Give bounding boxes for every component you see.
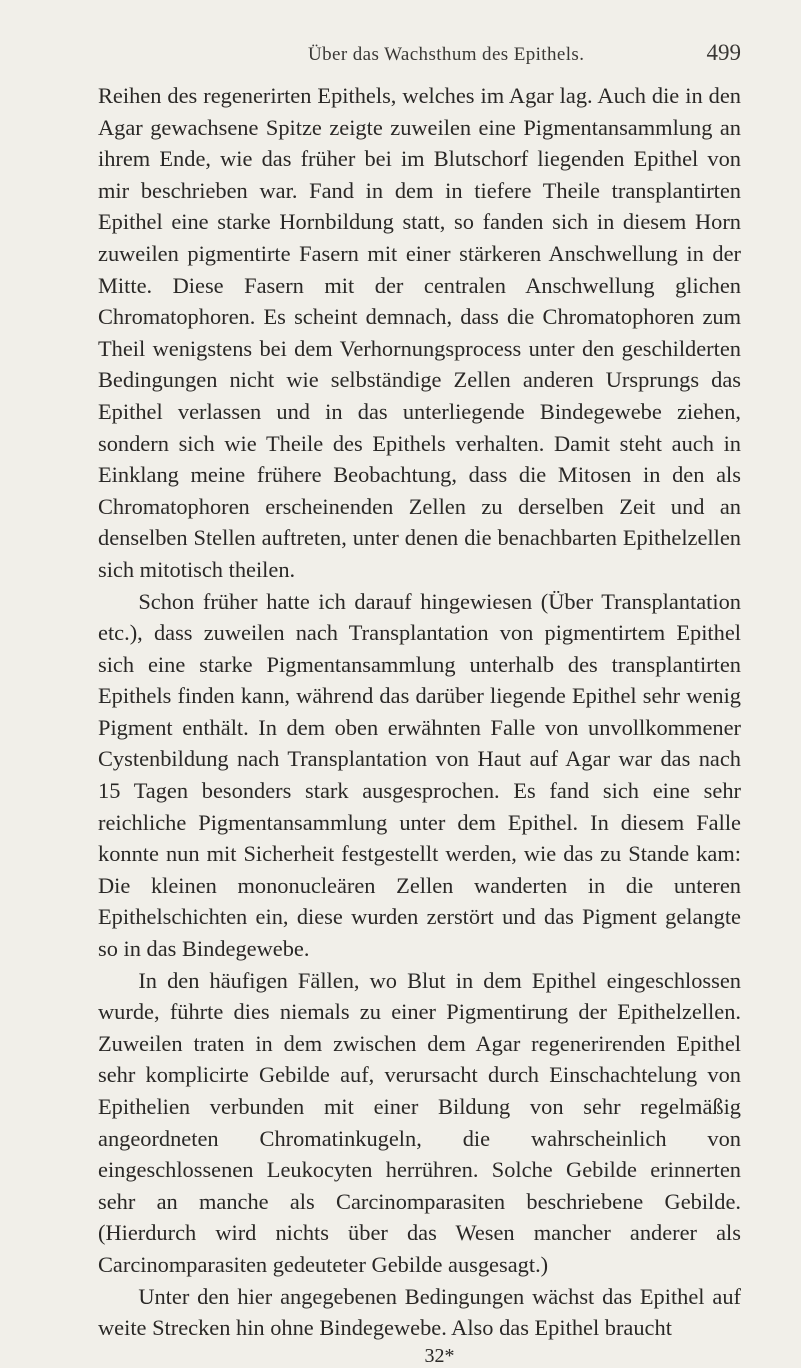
paragraph-2: Schon früher hatte ich darauf hingewiesen (Über Transplantation etc.), dass zuweilen nach Transplantation von pigmentirtem Epithel sich eine starke Pigmentansammlung unterhalb des transplantirten Epithels finden kann, während das darüber liegende Epithel sehr wenig Pigment enthält. In dem oben erwähnten Falle von unvollkommener Cystenbildung nach Transplantation von Haut auf Agar war das nach 15 Tagen besonders stark ausgesprochen. Es fand sich eine sehr reichliche Pigmentansammlung unter dem Epithel. In diesem Falle konnte nun mit Sicherheit festgestellt werden, wie das zu Stande kam: Die kleinen mononucleären Zellen wanderten in die unteren Epithelschichten ein, diese wurden zerstört und das Pigment gelangte so in das Bindegewebe. <box>98 588 741 962</box>
page-number: 499 <box>706 40 741 65</box>
paragraph-1: Reihen des regenerirten Epithels, welches im Agar lag. Auch die in den Agar gewachsene Spitze zeigte zuweilen eine Pigmentansammlung an ihrem Ende, wie das früher bei im Blutschorf liegenden Epithel von mir beschrieben war. Fand in dem in tiefere Theile transplantirten Epithel eine starke Hornbildung statt, so fanden sich in diesem Horn zuweilen pigmentirte Fasern mit einer stärkeren Anschwellung in der Mitte. Diese Fasern mit der centralen Anschwellung glichen Chromatophoren. Es scheint demnach, dass die Chromatophoren zum Theil wenigstens bei dem Verhornungsprocess unter den geschilderten Bedingungen nicht wie selbständige Zellen anderen Ursprungs das Epithel verlassen und in das unterliegende Bindegewebe ziehen, sondern sich wie Theile des Epithels verhalten. Damit steht auch in Einklang meine frühere Beobachtung, dass die Mitosen in den als Chromatophoren erscheinenden Zellen zu derselben Zeit und an denselben Stellen auftreten, unter denen die benachbarten Epithelzellen sich mitotisch theilen. <box>98 83 741 582</box>
body-text <box>98 80 741 1344</box>
running-head: Über das Wachsthum des Epithels. <box>308 44 585 65</box>
signature-mark: 32* <box>424 1344 455 1367</box>
paragraph-4: Unter den hier angegebenen Bedingungen wächst das Epithel auf weite Strecken hin ohne Bindegewebe. Also das Epithel braucht <box>98 1283 741 1341</box>
page-header <box>98 40 741 80</box>
paragraph-3: In den häufigen Fällen, wo Blut in dem Epithel eingeschlossen wurde, führte dies niemals zu einer Pigmentirung der Epithelzellen. Zuweilen traten in dem zwischen dem Agar regenerirenden Epithel sehr komplicirte Gebilde auf, verursacht durch Einschachtelung von Epithelien verbunden mit einer Bildung von sehr regelmäßig angeordneten Chromatinkugeln, die wahrscheinlich von eingeschlossenen Leukocyten herrühren. Solche Gebilde erinnerten sehr an manche als Carcinomparasiten beschriebene Gebilde. (Hierdurch wird nichts über das Wesen mancher anderer als Carcinomparasiten gedeuteter Gebilde ausgesagt.) <box>98 967 741 1277</box>
